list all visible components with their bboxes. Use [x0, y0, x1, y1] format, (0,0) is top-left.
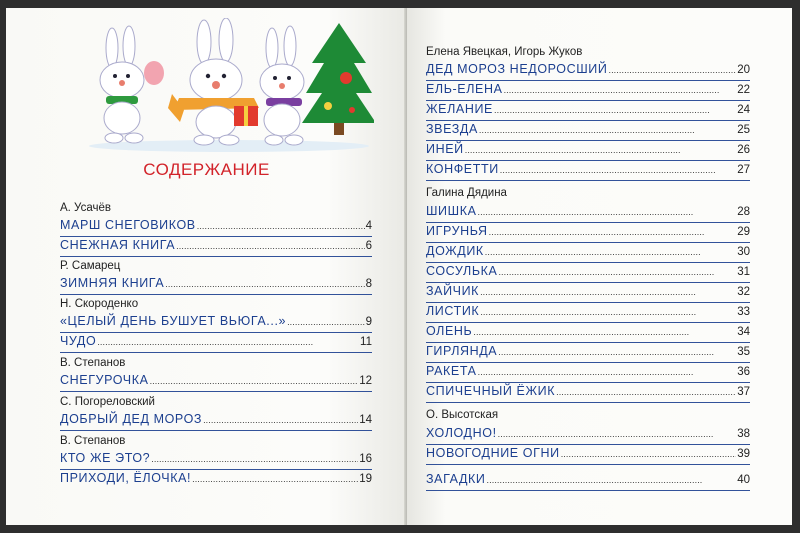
toc-entry-title: ИНЕЙ [426, 142, 464, 156]
toc-entry-title: ЗВЕЗДА [426, 122, 478, 136]
toc-entry-title: СНЕГУРОЧКА [60, 373, 149, 387]
toc-entry-page: 28 [737, 206, 750, 218]
toc-leader-dots [489, 227, 737, 237]
toc-leader-dots [478, 367, 737, 377]
toc-entry[interactable] [426, 224, 750, 238]
toc-entry-title: НОВОГОДНИЕ ОГНИ [426, 446, 560, 460]
divider [60, 391, 372, 392]
bunny-middle-icon [168, 18, 259, 145]
toc-entry[interactable] [426, 472, 750, 486]
author-name: В. Степанов [60, 357, 126, 369]
divider [426, 120, 750, 121]
author-name: Галина Дядина [426, 187, 507, 199]
toc-entry-title: «ЦЕЛЫЙ ДЕНЬ БУШУЕТ ВЬЮГА...» [60, 314, 287, 328]
toc-entry-title: ЕЛЬ-ЕЛЕНА [426, 82, 503, 96]
toc-entry-page: 25 [737, 124, 750, 136]
toc-entry[interactable] [60, 471, 372, 485]
toc-entry-title: СОСУЛЬКА [426, 264, 498, 278]
toc-leader-dots [150, 376, 359, 386]
toc-entry-page: 24 [737, 104, 750, 116]
toc-entry-page: 12 [359, 375, 372, 387]
divider [426, 464, 750, 465]
toc-entry-title: ДЕД МОРОЗ НЕДОРОСШИЙ [426, 62, 608, 76]
toc-leader-dots [287, 317, 365, 327]
divider [426, 302, 750, 303]
divider [426, 382, 750, 383]
left-page [6, 8, 407, 525]
toc-leader-dots [165, 279, 364, 289]
toc-entry-page: 11 [360, 336, 372, 348]
toc-entry-page: 38 [737, 428, 750, 440]
toc-entry[interactable] [60, 218, 372, 232]
toc-entry[interactable] [426, 122, 750, 136]
toc-entry[interactable] [426, 324, 750, 338]
toc-leader-dots [151, 454, 358, 464]
divider [60, 469, 372, 470]
toc-entry[interactable] [426, 82, 750, 96]
christmas-tree-icon [302, 23, 374, 135]
divider [426, 342, 750, 343]
right-page [407, 8, 792, 525]
toc-entry-page: 27 [737, 164, 750, 176]
toc-entry[interactable] [426, 264, 750, 278]
divider [60, 430, 372, 431]
toc-entry[interactable] [426, 244, 750, 258]
toc-entry-title: СПИЧЕЧНЫЙ ЁЖИК [426, 384, 556, 398]
divider [426, 322, 750, 323]
toc-entry[interactable] [426, 162, 750, 176]
toc-entry-page: 9 [365, 316, 372, 328]
author-name: О. Высотская [426, 409, 499, 421]
toc-leader-dots [473, 327, 736, 337]
divider [426, 222, 750, 223]
toc-entry-page: 20 [737, 64, 750, 76]
toc-entry-page: 35 [737, 346, 750, 358]
toc-leader-dots [500, 165, 736, 175]
toc-entry-title: КТО ЖЕ ЭТО? [60, 451, 151, 465]
divider [426, 262, 750, 263]
divider [60, 352, 372, 353]
toc-entry[interactable] [426, 142, 750, 156]
toc-entry-title: СНЕЖНАЯ КНИГА [60, 238, 176, 252]
toc-entry-page: 4 [365, 220, 372, 232]
toc-entry-title: РАКЕТА [426, 364, 477, 378]
toc-leader-dots [480, 307, 736, 317]
toc-entry-page: 29 [737, 226, 750, 238]
divider [426, 140, 750, 141]
toc-entry-page: 34 [737, 326, 750, 338]
toc-entry[interactable] [426, 102, 750, 116]
divider [426, 444, 750, 445]
divider [426, 282, 750, 283]
author-name: Н. Скороденко [60, 298, 139, 310]
toc-entry-title: ЛИСТИК [426, 304, 480, 318]
toc-leader-dots [203, 415, 358, 425]
author-name: С. Погореловский [60, 396, 155, 408]
toc-entry-title: ШИШКА [426, 204, 477, 218]
toc-leader-dots [561, 449, 737, 459]
toc-entry[interactable] [60, 276, 372, 290]
toc-leader-dots [197, 221, 365, 231]
toc-entry[interactable] [426, 426, 750, 440]
toc-leader-dots [176, 241, 364, 251]
divider [60, 332, 372, 333]
divider [426, 180, 750, 181]
toc-entry-title: ЧУДО [60, 334, 97, 348]
toc-leader-dots [465, 145, 736, 155]
toc-leader-dots [192, 474, 358, 484]
toc-leader-dots [487, 475, 737, 485]
toc-leader-dots [498, 429, 737, 439]
bunny-left-icon [100, 26, 164, 143]
toc-entry[interactable] [60, 314, 372, 328]
toc-entry[interactable] [426, 284, 750, 298]
toc-leader-dots [97, 337, 359, 347]
toc-entry-page: 16 [359, 453, 372, 465]
toc-entry-title: ПРИХОДИ, ЁЛОЧКА! [60, 471, 192, 485]
toc-entry[interactable] [426, 446, 750, 460]
divider [426, 80, 750, 81]
three-bunnies-with-christmas-tree-icon [84, 18, 374, 153]
toc-leader-dots [504, 85, 737, 95]
author-name: Р. Самарец [60, 260, 121, 272]
toc-entry-page: 39 [737, 448, 750, 460]
divider [426, 100, 750, 101]
toc-leader-dots [478, 207, 737, 217]
toc-entry[interactable] [60, 334, 372, 348]
page-title: СОДЕРЖАНИЕ [143, 160, 270, 179]
toc-entry-page: 36 [737, 366, 750, 378]
toc-entry-title: ИГРУНЬЯ [426, 224, 488, 238]
divider [426, 242, 750, 243]
author-name: Елена Явецкая, Игорь Жуков [426, 46, 583, 58]
toc-entry[interactable] [426, 204, 750, 218]
toc-leader-dots [556, 387, 736, 397]
toc-entry[interactable] [60, 373, 372, 387]
divider [426, 362, 750, 363]
toc-entry-page: 32 [737, 286, 750, 298]
divider [426, 402, 750, 403]
divider [60, 256, 372, 257]
toc-entry-title: ДОЖДИК [426, 244, 484, 258]
divider [426, 160, 750, 161]
toc-entry-page: 22 [737, 84, 750, 96]
toc-entry[interactable] [60, 238, 372, 252]
toc-leader-dots [498, 347, 736, 357]
bunny-right-icon [260, 26, 304, 145]
toc-entry-title: КОНФЕТТИ [426, 162, 499, 176]
toc-entry[interactable] [60, 451, 372, 465]
toc-leader-dots [608, 65, 736, 75]
divider [60, 236, 372, 237]
toc-entry-page: 14 [359, 414, 372, 426]
toc-entry-title: ДОБРЫЙ ДЕД МОРОЗ [60, 412, 203, 426]
toc-entry[interactable] [426, 62, 750, 76]
author-name: А. Усачёв [60, 202, 111, 214]
toc-entry-title: ОЛЕНЬ [426, 324, 473, 338]
toc-leader-dots [485, 247, 736, 257]
toc-entry-title: МАРШ СНЕГОВИКОВ [60, 218, 196, 232]
toc-leader-dots [494, 105, 736, 115]
toc-entry-page: 37 [737, 386, 750, 398]
toc-leader-dots [480, 287, 736, 297]
toc-entry-page: 33 [737, 306, 750, 318]
toc-entry[interactable] [60, 412, 372, 426]
toc-entry-page: 26 [737, 144, 750, 156]
toc-entry-title: ХОЛОДНО! [426, 426, 497, 440]
toc-entry[interactable] [426, 304, 750, 318]
toc-entry-page: 19 [359, 473, 372, 485]
toc-entry-title: ЗАГАДКИ [426, 472, 486, 486]
toc-leader-dots [479, 125, 736, 135]
toc-entry-title: ЖЕЛАНИЕ [426, 102, 493, 116]
divider [60, 294, 372, 295]
toc-entry[interactable] [426, 344, 750, 358]
toc-entry-page: 6 [365, 240, 372, 252]
toc-entry-page: 30 [737, 246, 750, 258]
divider [426, 490, 750, 491]
toc-entry-page: 40 [737, 474, 750, 486]
toc-entry[interactable] [426, 384, 750, 398]
toc-entry-page: 31 [737, 266, 750, 278]
toc-entry-title: ЗАЙЧИК [426, 284, 480, 298]
toc-entry-title: ЗИМНЯЯ КНИГА [60, 276, 165, 290]
toc-leader-dots [498, 267, 736, 277]
author-name: В. Степанов [60, 435, 126, 447]
toc-entry-title: ГИРЛЯНДА [426, 344, 498, 358]
toc-entry[interactable] [426, 364, 750, 378]
toc-entry-page: 8 [365, 278, 372, 290]
